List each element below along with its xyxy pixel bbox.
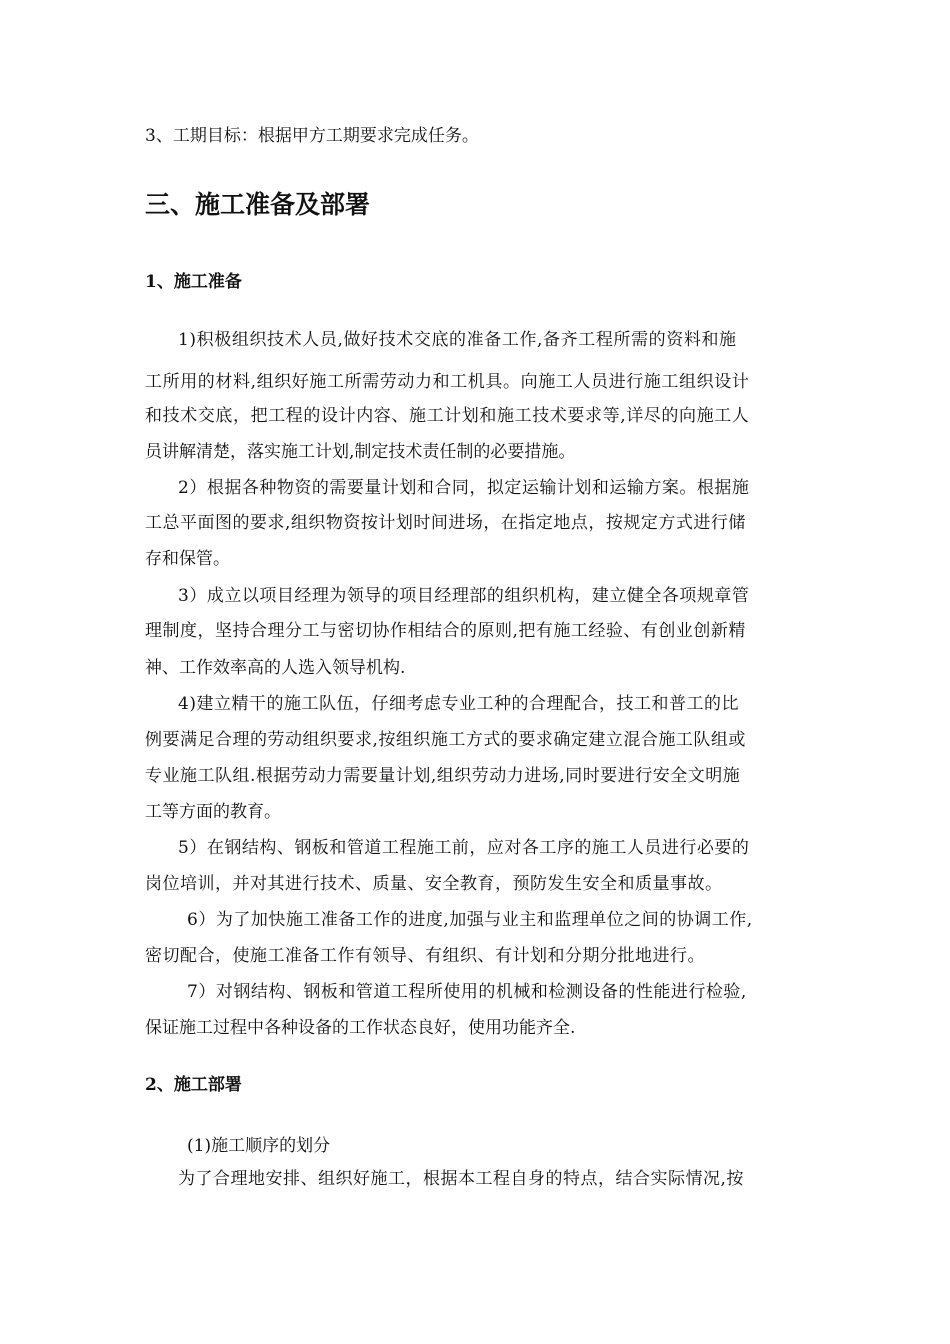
paragraph-line: 和技术交底，把工程的设计内容、施工计划和施工技术要求等,详尽的向施工人	[145, 406, 750, 426]
paragraph-line: 3）成立以项目经理为领导的项目经理部的组织机构，建立健全各项规章管	[178, 586, 750, 606]
paragraph-line: 神、工作效率高的人选入领导机构.	[145, 658, 406, 678]
paragraph-line: 存和保管。	[145, 549, 230, 569]
paragraph-line: 员讲解清楚，落实施工计划,制定技术责任制的必要措施。	[145, 442, 576, 462]
paragraph-line: 4)建立精干的施工队伍，仔细考虑专业工种的合理配合，技工和普工的比	[178, 694, 739, 714]
section-title: 三、施工准备及部署	[145, 190, 371, 219]
paragraph-line: 工所用的材料,组织好施工所需劳动力和工机具。向施工人员进行施工组织设计	[145, 372, 750, 392]
paragraph-line: 例要满足合理的劳动组织要求,按组织施工方式的要求确定建立混合施工队组或	[145, 730, 746, 750]
paragraph-line: 1)积极组织技术人员,做好技术交底的准备工作,备齐工程所需的资料和施	[178, 330, 737, 350]
goal-line: 3、工期目标：根据甲方工期要求完成任务。	[145, 126, 479, 146]
paragraph-line: 2）根据各种物资的需要量计划和合同，拟定运输计划和运输方案。根据施	[178, 478, 750, 498]
paragraph-line: 密切配合，使施工准备工作有领导、有组织、有计划和分期分批地进行。	[145, 946, 705, 966]
subsection-title-deployment: 2、施工部署	[145, 1075, 242, 1095]
paragraph-line: 工等方面的教育。	[145, 802, 281, 822]
paragraph-line: 理制度，坚持合理分工与密切协作相结合的原则,把有施工经验、有创业创新精	[145, 621, 746, 641]
paragraph-line: 7）对钢结构、钢板和管道工程所使用的机械和检测设备的性能进行检验,	[187, 982, 747, 1002]
deployment-paragraph-line: 为了合理地安排、组织好施工，根据本工程自身的特点，结合实际情况,按	[178, 1169, 744, 1189]
paragraph-line: 岗位培训，并对其进行技术、质量、安全教育，预防发生安全和质量事故。	[145, 874, 723, 894]
paragraph-line: 工总平面图的要求,组织物资按计划时间进场，在指定地点，按规定方式进行储	[145, 513, 746, 533]
paragraph-line: 5）在钢结构、钢板和管道工程施工前，应对各工序的施工人员进行必要的	[178, 838, 750, 858]
deployment-item-heading: (1)施工顺序的划分	[187, 1136, 331, 1156]
paragraph-line: 6）为了加快施工准备工作的进度,加强与业主和监理单位之间的协调工作,	[187, 910, 753, 930]
subsection-title-preparation: 1、施工准备	[145, 272, 242, 292]
paragraph-line: 专业施工队组.根据劳动力需要量计划,组织劳动力进场,同时要进行安全文明施	[145, 766, 741, 786]
paragraph-line: 保证施工过程中各种设备的工作状态良好，使用功能齐全.	[145, 1018, 576, 1038]
